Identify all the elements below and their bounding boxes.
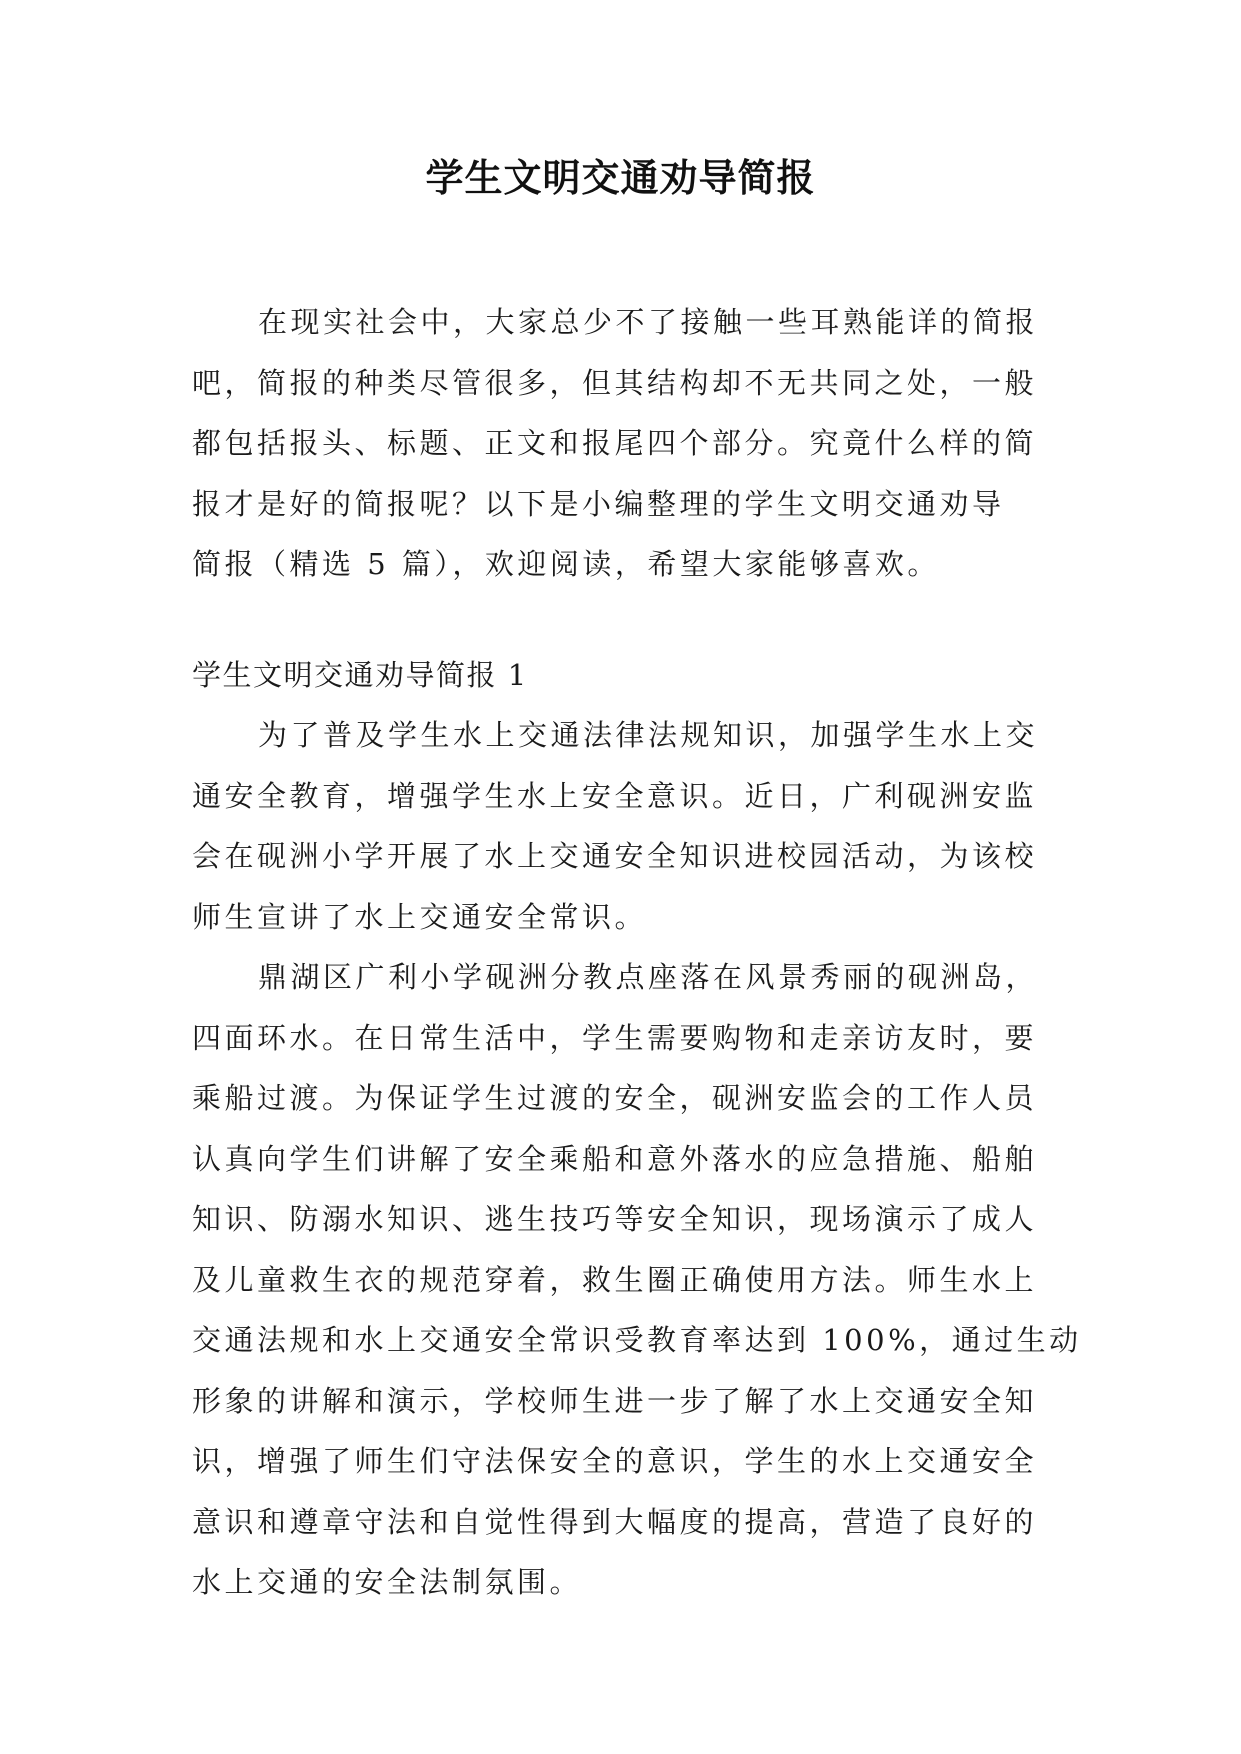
text-line: 四面环水。在日常生活中，学生需要购物和走亲访友时，要 <box>192 1020 1038 1055</box>
text-line: 认真向学生们讲解了安全乘船和意外落水的应急措施、船舶 <box>192 1141 1038 1176</box>
text-line: 知识、防溺水知识、逃生技巧等安全知识，现场演示了成人 <box>192 1202 1038 1236</box>
text-line: 形象的讲解和演示，学校师生进一步了解了水上交通安全知 <box>192 1383 1038 1418</box>
document-body <box>192 292 1082 1613</box>
text-line: 会在砚洲小学开展了水上交通安全知识进校园活动，为该校 <box>192 839 1038 873</box>
text-line: 识，增强了师生们守法保安全的意识，学生的水上交通安全 <box>192 1444 1038 1478</box>
document-title: 学生文明交通劝导简报 <box>425 155 816 200</box>
section-heading: 学生文明交通劝导简报 1 <box>192 657 528 692</box>
text-line: 鼎湖区广利小学砚洲分教点座落在风景秀丽的砚洲岛， <box>258 960 1039 994</box>
intro-paragraph <box>192 292 1058 595</box>
text-line: 通安全教育，增强学生水上安全意识。近日，广利砚洲安监 <box>192 778 1038 813</box>
text-line: 交通法规和水上交通安全常识受教育率达到 100%，通过生动 <box>192 1323 1082 1357</box>
text-line: 水上交通的安全法制氛围。 <box>192 1565 583 1599</box>
body-paragraph-2 <box>192 947 1082 1613</box>
text-line: 乘船过渡。为保证学生过渡的安全，砚洲安监会的工作人员 <box>192 1081 1038 1115</box>
text-line: 简报（精选 5 篇），欢迎阅读，希望大家能够喜欢。 <box>192 547 940 581</box>
text-line: 及儿童救生衣的规范穿着，救生圈正确使用方法。师生水上 <box>192 1262 1038 1297</box>
text-line: 都包括报头、标题、正文和报尾四个部分。究竟什么样的简 <box>192 426 1038 460</box>
text-line: 在现实社会中，大家总少不了接触一些耳熟能详的简报 <box>258 305 1039 339</box>
text-line: 吧，简报的种类尽管很多，但其结构却不无共同之处，一般 <box>192 365 1038 400</box>
body-paragraph-1 <box>192 705 1058 947</box>
text-line: 为了普及学生水上交通法律法规知识，加强学生水上交 <box>258 718 1039 752</box>
text-line: 意识和遵章守法和自觉性得到大幅度的提高，营造了良好的 <box>192 1504 1038 1539</box>
text-line: 报才是好的简报呢？以下是小编整理的学生文明交通劝导 <box>192 486 1005 521</box>
paragraph-spacer <box>192 595 1058 645</box>
text-line: 师生宣讲了水上交通安全常识。 <box>192 899 648 934</box>
